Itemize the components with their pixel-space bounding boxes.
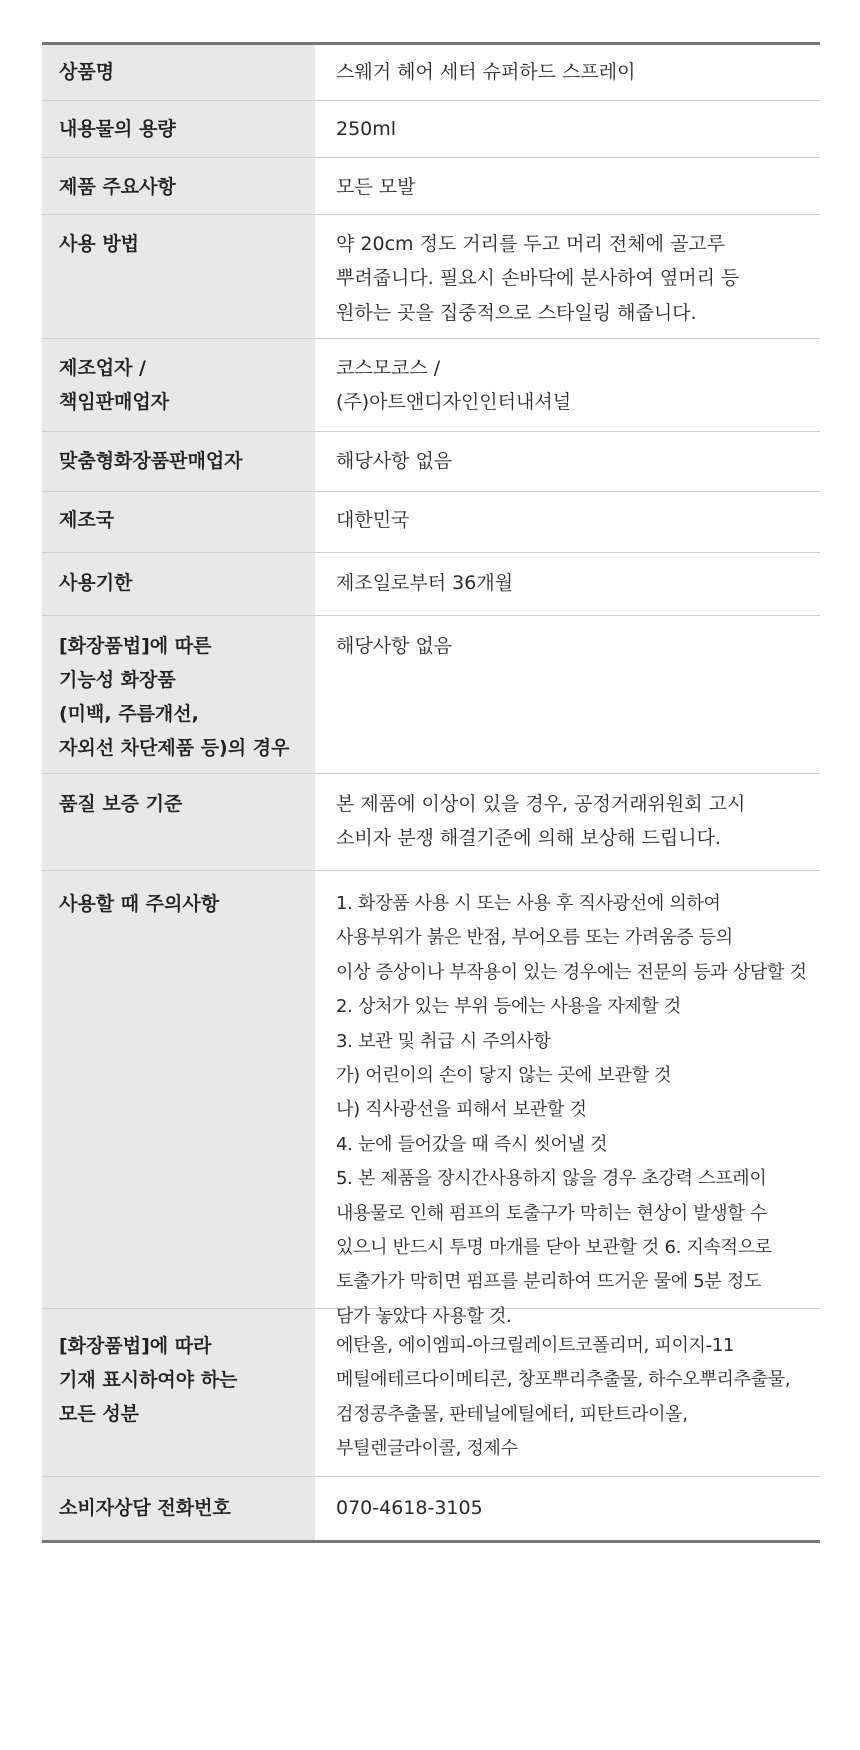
table-row — [42, 101, 820, 158]
row-label: 맞춤형화장품판매업자 — [42, 432, 315, 491]
row-value: 해당사항 없음 — [336, 450, 453, 472]
table-row — [42, 492, 820, 553]
table-row — [42, 339, 820, 432]
table-row — [42, 215, 820, 339]
row-value: 코스모코스 / (주)아트앤디자인인터내셔널 — [336, 357, 572, 414]
table-row — [42, 45, 820, 101]
row-value: 1. 화장품 사용 시 또는 사용 후 직사광선에 의하여 사용부위가 붉은 반점, 부어오름 또는 가려움증 등의 이상 증상이나 부작용이 있는 경우에는 전문의 등과 상담할 것 2. 상처가 있는 부위 등에는 사용을 자제할 것 3. 보관 및 취급 시 주의사항 가) 어린이의 손이 닿지 않는 곳에 보관할 것 나) 직사광선을 피해서 보관할 것 4. 눈에 들어갔을 때 즉시 씻어낼 것 5. 본 제품을 장시간사용하지 않을 경우 초강력 스프레이 내용물로 인해 펌프의 토출구가 막히는 현상이 발생할 수 있으니 반드시 투명 마개를 닫아 보관할 것 6. 지속적으로 토출가가 막히면 펌프를 분리하여 뜨거운 물에 5분 정도 담가 놓았다 사용할 것. — [336, 893, 807, 1327]
row-label: 품질 보증 기준 — [42, 774, 315, 870]
row-value: 에탄올, 에이엠피-아크릴레이트코폴리머, 피이지-11 메틸에테르다이메티콘, 창포뿌리추출물, 하수오뿌리추출물, 검정콩추출물, 판테닐에틸에터, 피탄트라이올, 부틸렌글라이콜, 정제수 — [336, 1335, 791, 1460]
row-label: 제조국 — [42, 492, 315, 552]
row-value: 본 제품에 이상이 있을 경우, 공정거래위원회 고시 소비자 분쟁 해결기준에 의해 보상해 드립니다. — [336, 793, 746, 850]
row-label: 사용 방법 — [42, 215, 315, 338]
row-label: 제품 주요사항 — [42, 158, 315, 214]
row-value: 모든 모발 — [336, 176, 416, 198]
row-label: 소비자상담 전화번호 — [42, 1477, 315, 1540]
row-value: 250ml — [336, 118, 397, 140]
row-value: 스웨거 헤어 세터 슈퍼하드 스프레이 — [336, 61, 636, 83]
table-row — [42, 432, 820, 492]
row-value: 제조일로부터 36개월 — [336, 572, 514, 594]
row-value: 070-4618-3105 — [336, 1497, 483, 1519]
table-row — [42, 774, 820, 871]
table-row — [42, 553, 820, 616]
row-label: 내용물의 용량 — [42, 101, 315, 157]
table-row — [42, 616, 820, 774]
row-label: 사용할 때 주의사항 — [42, 871, 315, 1308]
row-label: [화장품법]에 따른 기능성 화장품 (미백, 주름개선, 자외선 차단제품 등)의 경우 — [42, 616, 315, 773]
row-value: 대한민국 — [336, 509, 410, 531]
table-row — [42, 1477, 820, 1540]
table-row — [42, 1309, 820, 1477]
table-row — [42, 871, 820, 1327]
row-value: 약 20cm 정도 거리를 두고 머리 전체에 골고루 뿌려줍니다. 필요시 손바닥에 분사하여 옆머리 등 원하는 곳을 집중적으로 스타일링 해줍니다. — [336, 233, 740, 324]
row-label: [화장품법]에 따라 기재 표시하여야 하는 모든 성분 — [42, 1309, 315, 1476]
row-label: 제조업자 / 책임판매업자 — [42, 339, 315, 431]
row-label: 사용기한 — [42, 553, 315, 615]
product-info-table — [42, 42, 820, 1543]
row-label: 상품명 — [42, 45, 315, 100]
row-value: 해당사항 없음 — [336, 635, 453, 657]
table-row — [42, 158, 820, 215]
